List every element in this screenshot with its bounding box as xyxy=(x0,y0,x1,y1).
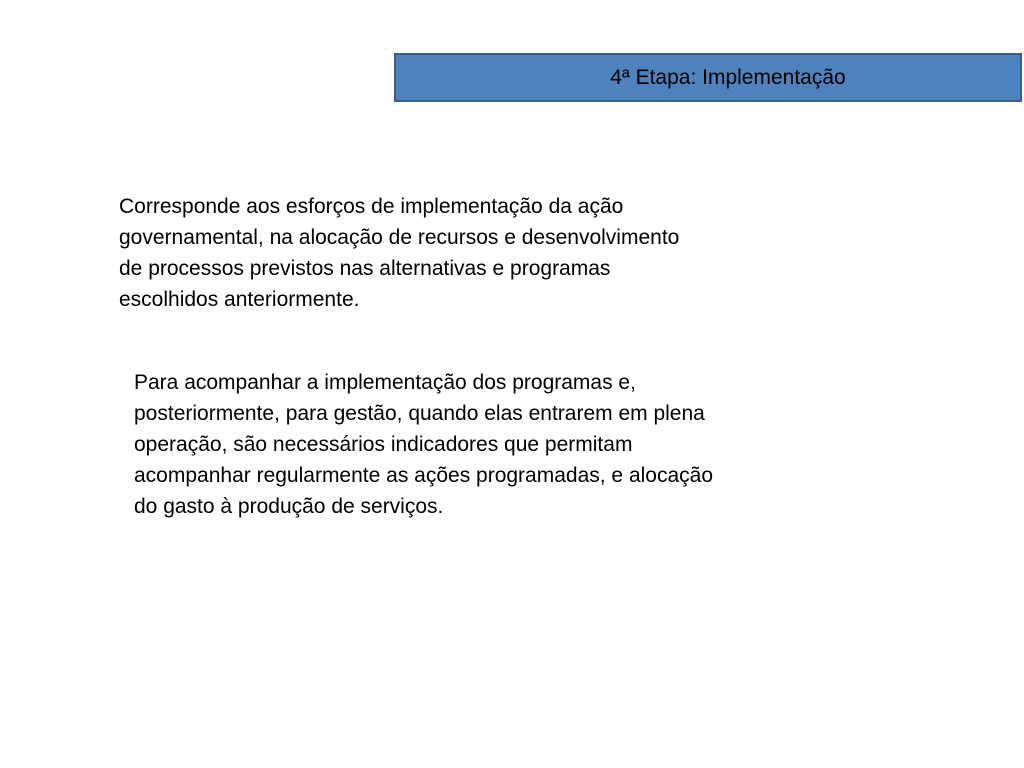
paragraph-indicators xyxy=(134,367,854,522)
paragraph-line: operação, são necessários indicadores que permitam xyxy=(134,433,633,456)
paragraph-line: Para acompanhar a implementação dos programas e, xyxy=(134,371,636,394)
paragraph-implementation-definition xyxy=(119,191,819,315)
slide-title: 4ª Etapa: Implementação xyxy=(610,65,846,89)
paragraph-line: governamental, na alocação de recursos e desenvolvimento xyxy=(119,226,680,249)
paragraph-line: escolhidos anteriormente. xyxy=(119,288,360,311)
paragraph-line: Corresponde aos esforços de implementação da ação xyxy=(119,195,624,218)
paragraph-line: do gasto à produção de serviços. xyxy=(134,495,444,518)
paragraph-line: de processos previstos nas alternativas e programas xyxy=(119,257,611,280)
slide-title-box xyxy=(394,53,1022,102)
paragraph-line: posteriormente, para gestão, quando elas entrarem em plena xyxy=(134,402,705,425)
paragraph-line: acompanhar regularmente as ações programadas, e alocação xyxy=(134,464,714,487)
